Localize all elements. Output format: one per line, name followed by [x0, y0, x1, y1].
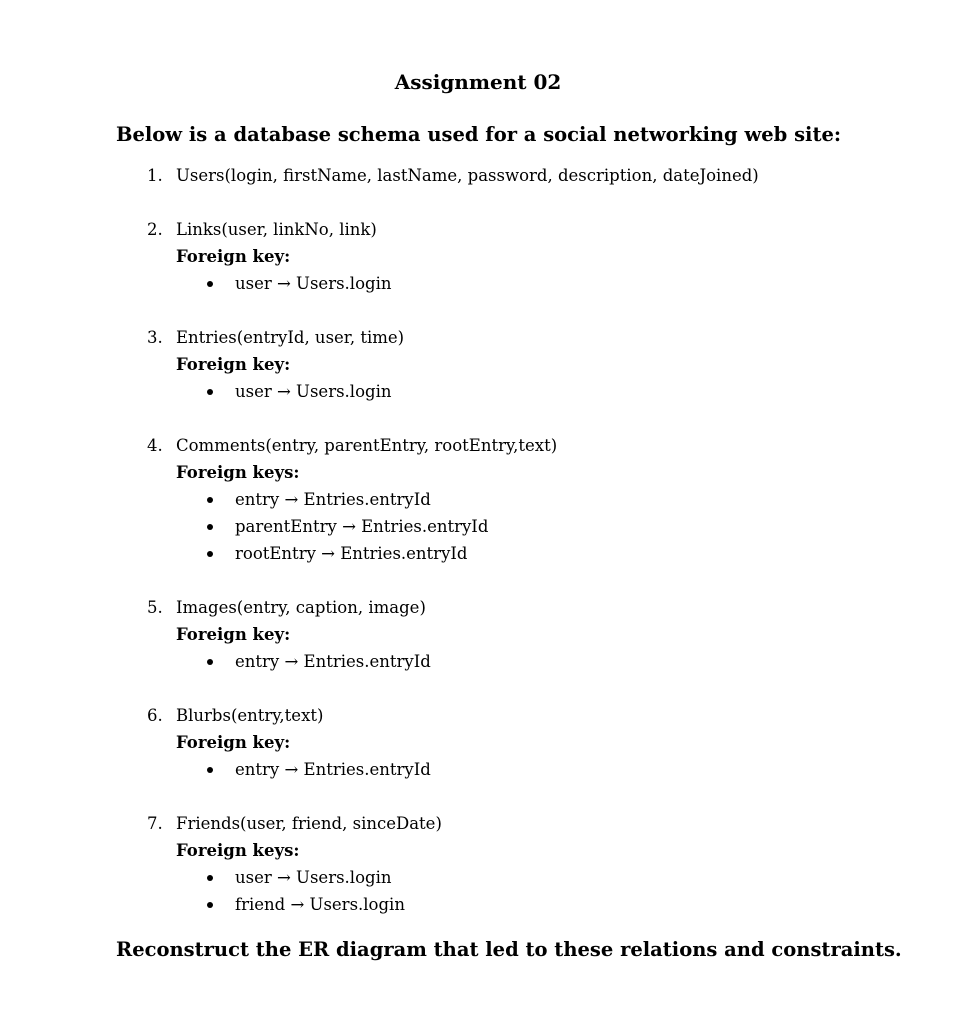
schema-relation: [0, 216, 956, 297]
foreign-key-list: [0, 378, 956, 405]
closing-instruction: Reconstruct the ER diagram that led to these relations and constraints.: [116, 938, 902, 961]
foreign-key-text: user → Users.login: [235, 382, 392, 401]
relation-definition: Blurbs(entry,text): [176, 706, 324, 725]
bullet-icon: [207, 864, 213, 891]
foreign-key-heading: Foreign key:: [176, 625, 291, 644]
bullet-icon: [207, 540, 213, 567]
intro-text: Below is a database schema used for a social networking web site:: [116, 123, 842, 146]
schema-relation: [0, 162, 956, 189]
foreign-key-list: [0, 864, 956, 918]
schema-relation: [0, 432, 956, 567]
foreign-key-item: [235, 486, 956, 513]
foreign-key-text: user → Users.login: [235, 274, 392, 293]
bullet-icon: [207, 378, 213, 405]
bullet-icon: [207, 648, 213, 675]
foreign-key-text: entry → Entries.entryId: [235, 490, 431, 509]
bullet-icon: [207, 513, 213, 540]
foreign-key-item: [235, 648, 956, 675]
foreign-key-item: [235, 756, 956, 783]
foreign-key-list: [0, 648, 956, 675]
relation-number: 6.: [147, 706, 163, 725]
document-title: Assignment 02: [394, 70, 562, 94]
relation-number: 1.: [147, 166, 163, 185]
foreign-key-item: [235, 540, 956, 567]
foreign-key-list: [0, 486, 956, 567]
schema-relation: [0, 702, 956, 783]
foreign-key-list: [0, 756, 956, 783]
schema-list: [0, 162, 956, 918]
bullet-icon: [207, 270, 213, 297]
relation-definition: Friends(user, friend, sinceDate): [176, 814, 442, 833]
foreign-key-list: [0, 270, 956, 297]
foreign-key-text: parentEntry → Entries.entryId: [235, 517, 489, 536]
foreign-key-item: [235, 513, 956, 540]
relation-number: 3.: [147, 328, 163, 347]
relation-definition: Users(login, firstName, lastName, password, description, dateJoined): [176, 166, 759, 185]
foreign-key-item: [235, 891, 956, 918]
foreign-key-heading: Foreign keys:: [176, 463, 300, 482]
relation-definition: Links(user, linkNo, link): [176, 220, 377, 239]
bullet-icon: [207, 756, 213, 783]
foreign-key-item: [235, 864, 956, 891]
relation-number: 7.: [147, 814, 163, 833]
foreign-key-text: entry → Entries.entryId: [235, 652, 431, 671]
relation-definition: Images(entry, caption, image): [176, 598, 426, 617]
foreign-key-text: friend → Users.login: [235, 895, 405, 914]
schema-relation: [0, 324, 956, 405]
schema-relation: [0, 594, 956, 675]
foreign-key-heading: Foreign key:: [176, 733, 291, 752]
foreign-key-heading: Foreign key:: [176, 247, 291, 266]
relation-definition: Comments(entry, parentEntry, rootEntry,text): [176, 436, 558, 455]
foreign-key-text: user → Users.login: [235, 868, 392, 887]
relation-number: 2.: [147, 220, 163, 239]
foreign-key-text: rootEntry → Entries.entryId: [235, 544, 468, 563]
bullet-icon: [207, 891, 213, 918]
bullet-icon: [207, 486, 213, 513]
relation-number: 5.: [147, 598, 163, 617]
foreign-key-item: [235, 270, 956, 297]
relation-definition: Entries(entryId, user, time): [176, 328, 405, 347]
foreign-key-heading: Foreign keys:: [176, 841, 300, 860]
relation-number: 4.: [147, 436, 163, 455]
foreign-key-text: entry → Entries.entryId: [235, 760, 431, 779]
foreign-key-item: [235, 378, 956, 405]
schema-relation: [0, 810, 956, 918]
foreign-key-heading: Foreign key:: [176, 355, 291, 374]
